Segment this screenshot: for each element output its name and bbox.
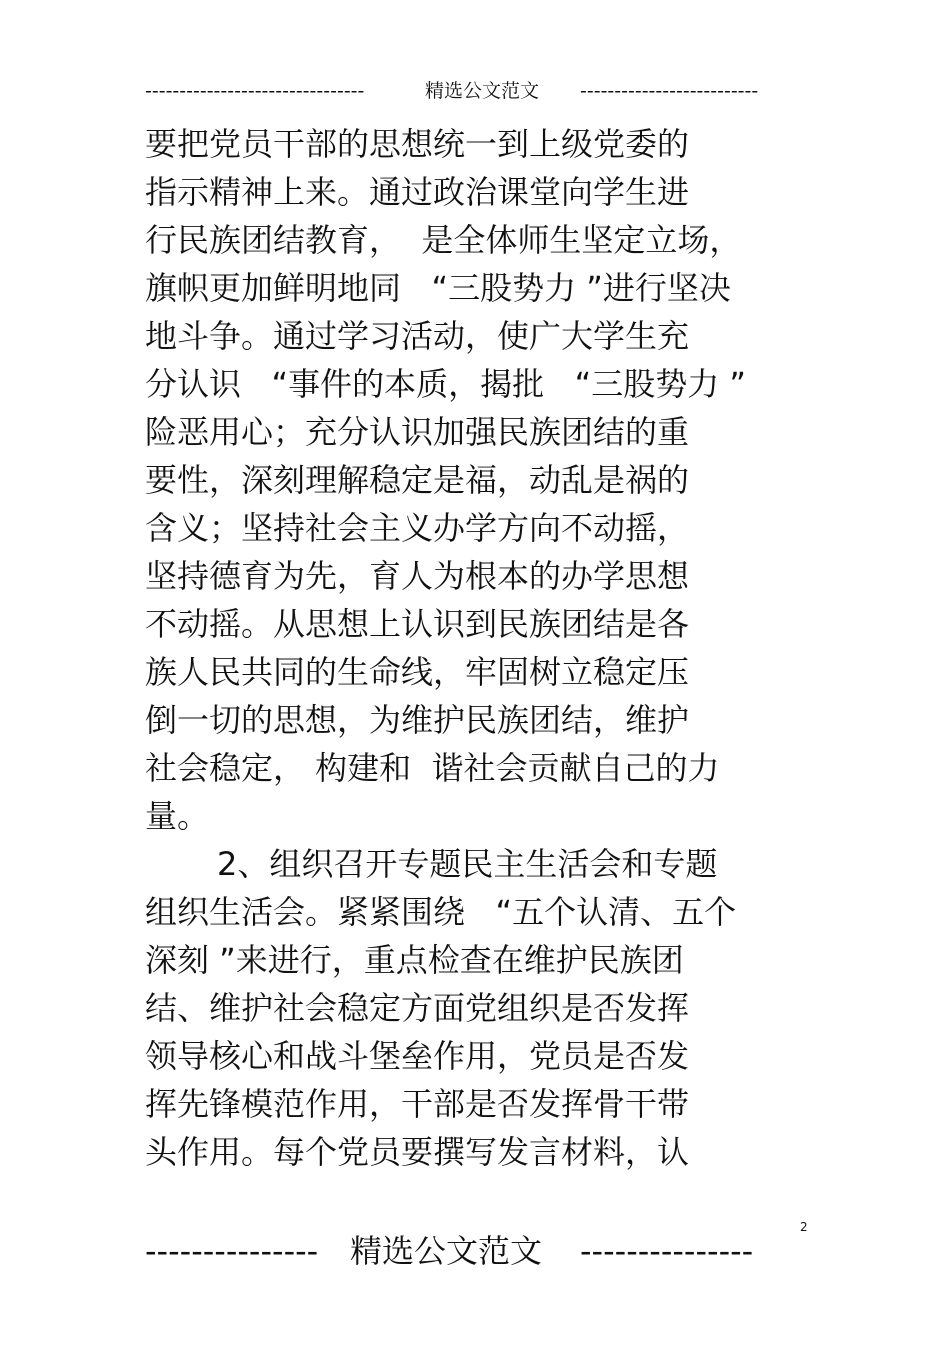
text-line: 结、维护社会稳定方面党组织是否发挥 <box>145 989 690 1027</box>
text-line: 行民族团结教育， 是全体师生坚定立场， <box>145 221 742 259</box>
footer-rule-right: --------------- <box>580 1232 754 1270</box>
text-line: 社会稳定， 构建和 谐社会贡献自己的力 <box>145 749 720 787</box>
text-line: 指示精神上来。通过政治课堂向学生进 <box>145 173 690 211</box>
text-line: 分认识 “事件的本质，揭批 “三股势力 ” <box>145 365 746 403</box>
text-line: 深刻 ”来进行，重点检查在维护民族团 <box>145 941 684 979</box>
text-line: 量。 <box>145 797 210 835</box>
page-footer <box>145 1228 785 1274</box>
page-header <box>145 76 775 106</box>
text-line: 组织生活会。紧紧围绕 “五个认清、五个 <box>145 893 737 931</box>
text-line: 地斗争。通过学习活动，使广大学生充 <box>145 317 690 355</box>
document-body <box>145 120 815 1176</box>
header-rule-right: -------------------------- <box>580 80 759 102</box>
page-number: 2 <box>800 1220 808 1234</box>
text-line: 坚持德育为先，育人为根本的办学思想 <box>145 557 690 595</box>
footer-rule-left: --------------- <box>145 1232 319 1270</box>
text-line: 领导核心和战斗堡垒作用，党员是否发 <box>145 1037 690 1075</box>
text-line: 旗帜更加鲜明地同 “三股势力 ”进行坚决 <box>145 269 731 307</box>
footer-title: 精选公文范文 <box>350 1232 543 1270</box>
text-line: 险恶用心；充分认识加强民族团结的重 <box>145 413 690 451</box>
text-line: 倒一切的思想，为维护民族团结，维护 <box>145 701 690 739</box>
header-rule-left: -------------------------------- <box>145 80 365 102</box>
text-line: 要性，深刻理解稳定是福，动乱是祸的 <box>145 461 690 499</box>
text-line: 头作用。每个党员要撰写发言材料，认 <box>145 1133 690 1171</box>
paragraph-start-line: 2、组织召开专题民主生活会和专题 <box>217 845 718 883</box>
text-line: 族人民共同的生命线，牢固树立稳定压 <box>145 653 690 691</box>
header-title: 精选公文范文 <box>425 80 540 102</box>
text-line: 要把党员干部的思想统一到上级党委的 <box>145 125 690 163</box>
text-line: 不动摇。从思想上认识到民族团结是各 <box>145 605 690 643</box>
text-line: 挥先锋模范作用，干部是否发挥骨干带 <box>145 1085 690 1123</box>
text-line: 含义；坚持社会主义办学方向不动摇， <box>145 509 690 547</box>
